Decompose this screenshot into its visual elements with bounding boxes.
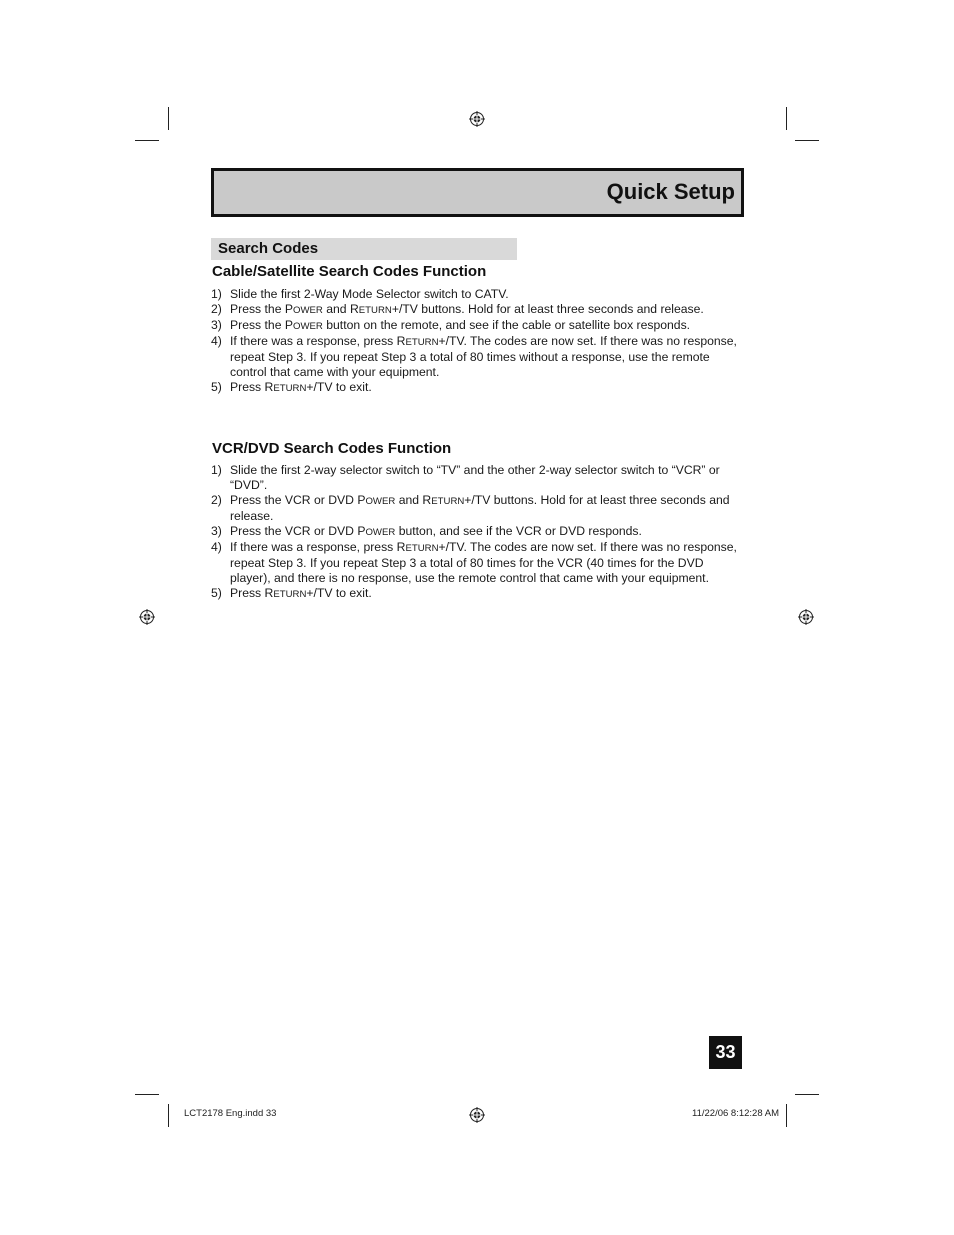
crop-mark-top-left-h xyxy=(135,140,159,141)
vcr-steps-list xyxy=(211,463,741,602)
crop-mark-bottom-right-v xyxy=(786,1104,787,1127)
step-item xyxy=(211,493,741,524)
step-item xyxy=(211,380,741,396)
registration-target-icon xyxy=(469,1107,485,1123)
step-text: Press RETURN+/TV to exit. xyxy=(230,586,372,600)
chapter-title-bar xyxy=(211,168,744,217)
registration-target-icon xyxy=(139,609,155,625)
footer-timestamp: 11/22/06 8:12:28 AM xyxy=(692,1108,779,1119)
step-text: If there was a response, press RETURN+/TV. The codes are now set. If there was no response, repeat Step 3. If you repeat Step 3 a total of 80 times without a response, use the remote control that came with your equipment. xyxy=(230,334,737,379)
footer-file-name: LCT2178 Eng.indd 33 xyxy=(184,1108,277,1119)
crop-mark-bottom-left-h xyxy=(135,1094,159,1095)
crop-mark-bottom-left-v xyxy=(168,1104,169,1127)
step-number: 5) xyxy=(211,586,222,600)
step-text: Press RETURN+/TV to exit. xyxy=(230,380,372,394)
step-number: 1) xyxy=(211,287,222,301)
step-item xyxy=(211,463,741,493)
step-number: 3) xyxy=(211,318,222,332)
crop-mark-top-right-v xyxy=(786,107,787,130)
cable-steps-list xyxy=(211,287,741,396)
step-number: 5) xyxy=(211,380,222,394)
registration-target-icon xyxy=(469,111,485,127)
vcr-heading: VCR/DVD Search Codes Function xyxy=(212,440,452,457)
step-text: Press the VCR or DVD POWER button, and see if the VCR or DVD responds. xyxy=(230,524,642,538)
crop-mark-top-left-v xyxy=(168,107,169,130)
step-text: Press the POWER and RETURN+/TV buttons. Hold for at least three seconds and release. xyxy=(230,302,704,316)
step-text: Press the POWER button on the remote, and see if the cable or satellite box responds. xyxy=(230,318,691,332)
step-item xyxy=(211,524,741,540)
step-item xyxy=(211,287,741,302)
step-item xyxy=(211,540,741,586)
step-number: 1) xyxy=(211,463,222,477)
step-text: Press the VCR or DVD POWER and RETURN+/TV buttons. Hold for at least three seconds and release. xyxy=(230,493,730,523)
step-item xyxy=(211,318,741,334)
step-number: 4) xyxy=(211,540,222,554)
step-text: Slide the first 2-Way Mode Selector switch to CATV. xyxy=(230,287,509,301)
registration-target-icon xyxy=(798,609,814,625)
step-number: 4) xyxy=(211,334,222,348)
page-number: 33 xyxy=(709,1036,742,1069)
step-text: If there was a response, press RETURN+/TV. The codes are now set. If there was no response, repeat Step 3. If you repeat Step 3 a total of 80 times for the VCR (40 times for the DVD player), and there is no response, use the remote control that came with your equipment. xyxy=(230,540,737,585)
crop-mark-bottom-right-h xyxy=(795,1094,819,1095)
step-item xyxy=(211,334,741,380)
crop-mark-top-right-h xyxy=(795,140,819,141)
section-label-bar xyxy=(211,238,517,260)
step-item xyxy=(211,302,741,318)
cable-heading: Cable/Satellite Search Codes Function xyxy=(212,263,487,280)
step-number: 2) xyxy=(211,493,222,507)
step-number: 3) xyxy=(211,524,222,538)
step-item xyxy=(211,586,741,602)
step-text: Slide the first 2-way selector switch to “TV” and the other 2-way selector switch to “VCR” or “DVD”. xyxy=(230,463,720,492)
step-number: 2) xyxy=(211,302,222,316)
section-label: Search Codes xyxy=(218,240,319,257)
chapter-title: Quick Setup xyxy=(606,179,735,204)
